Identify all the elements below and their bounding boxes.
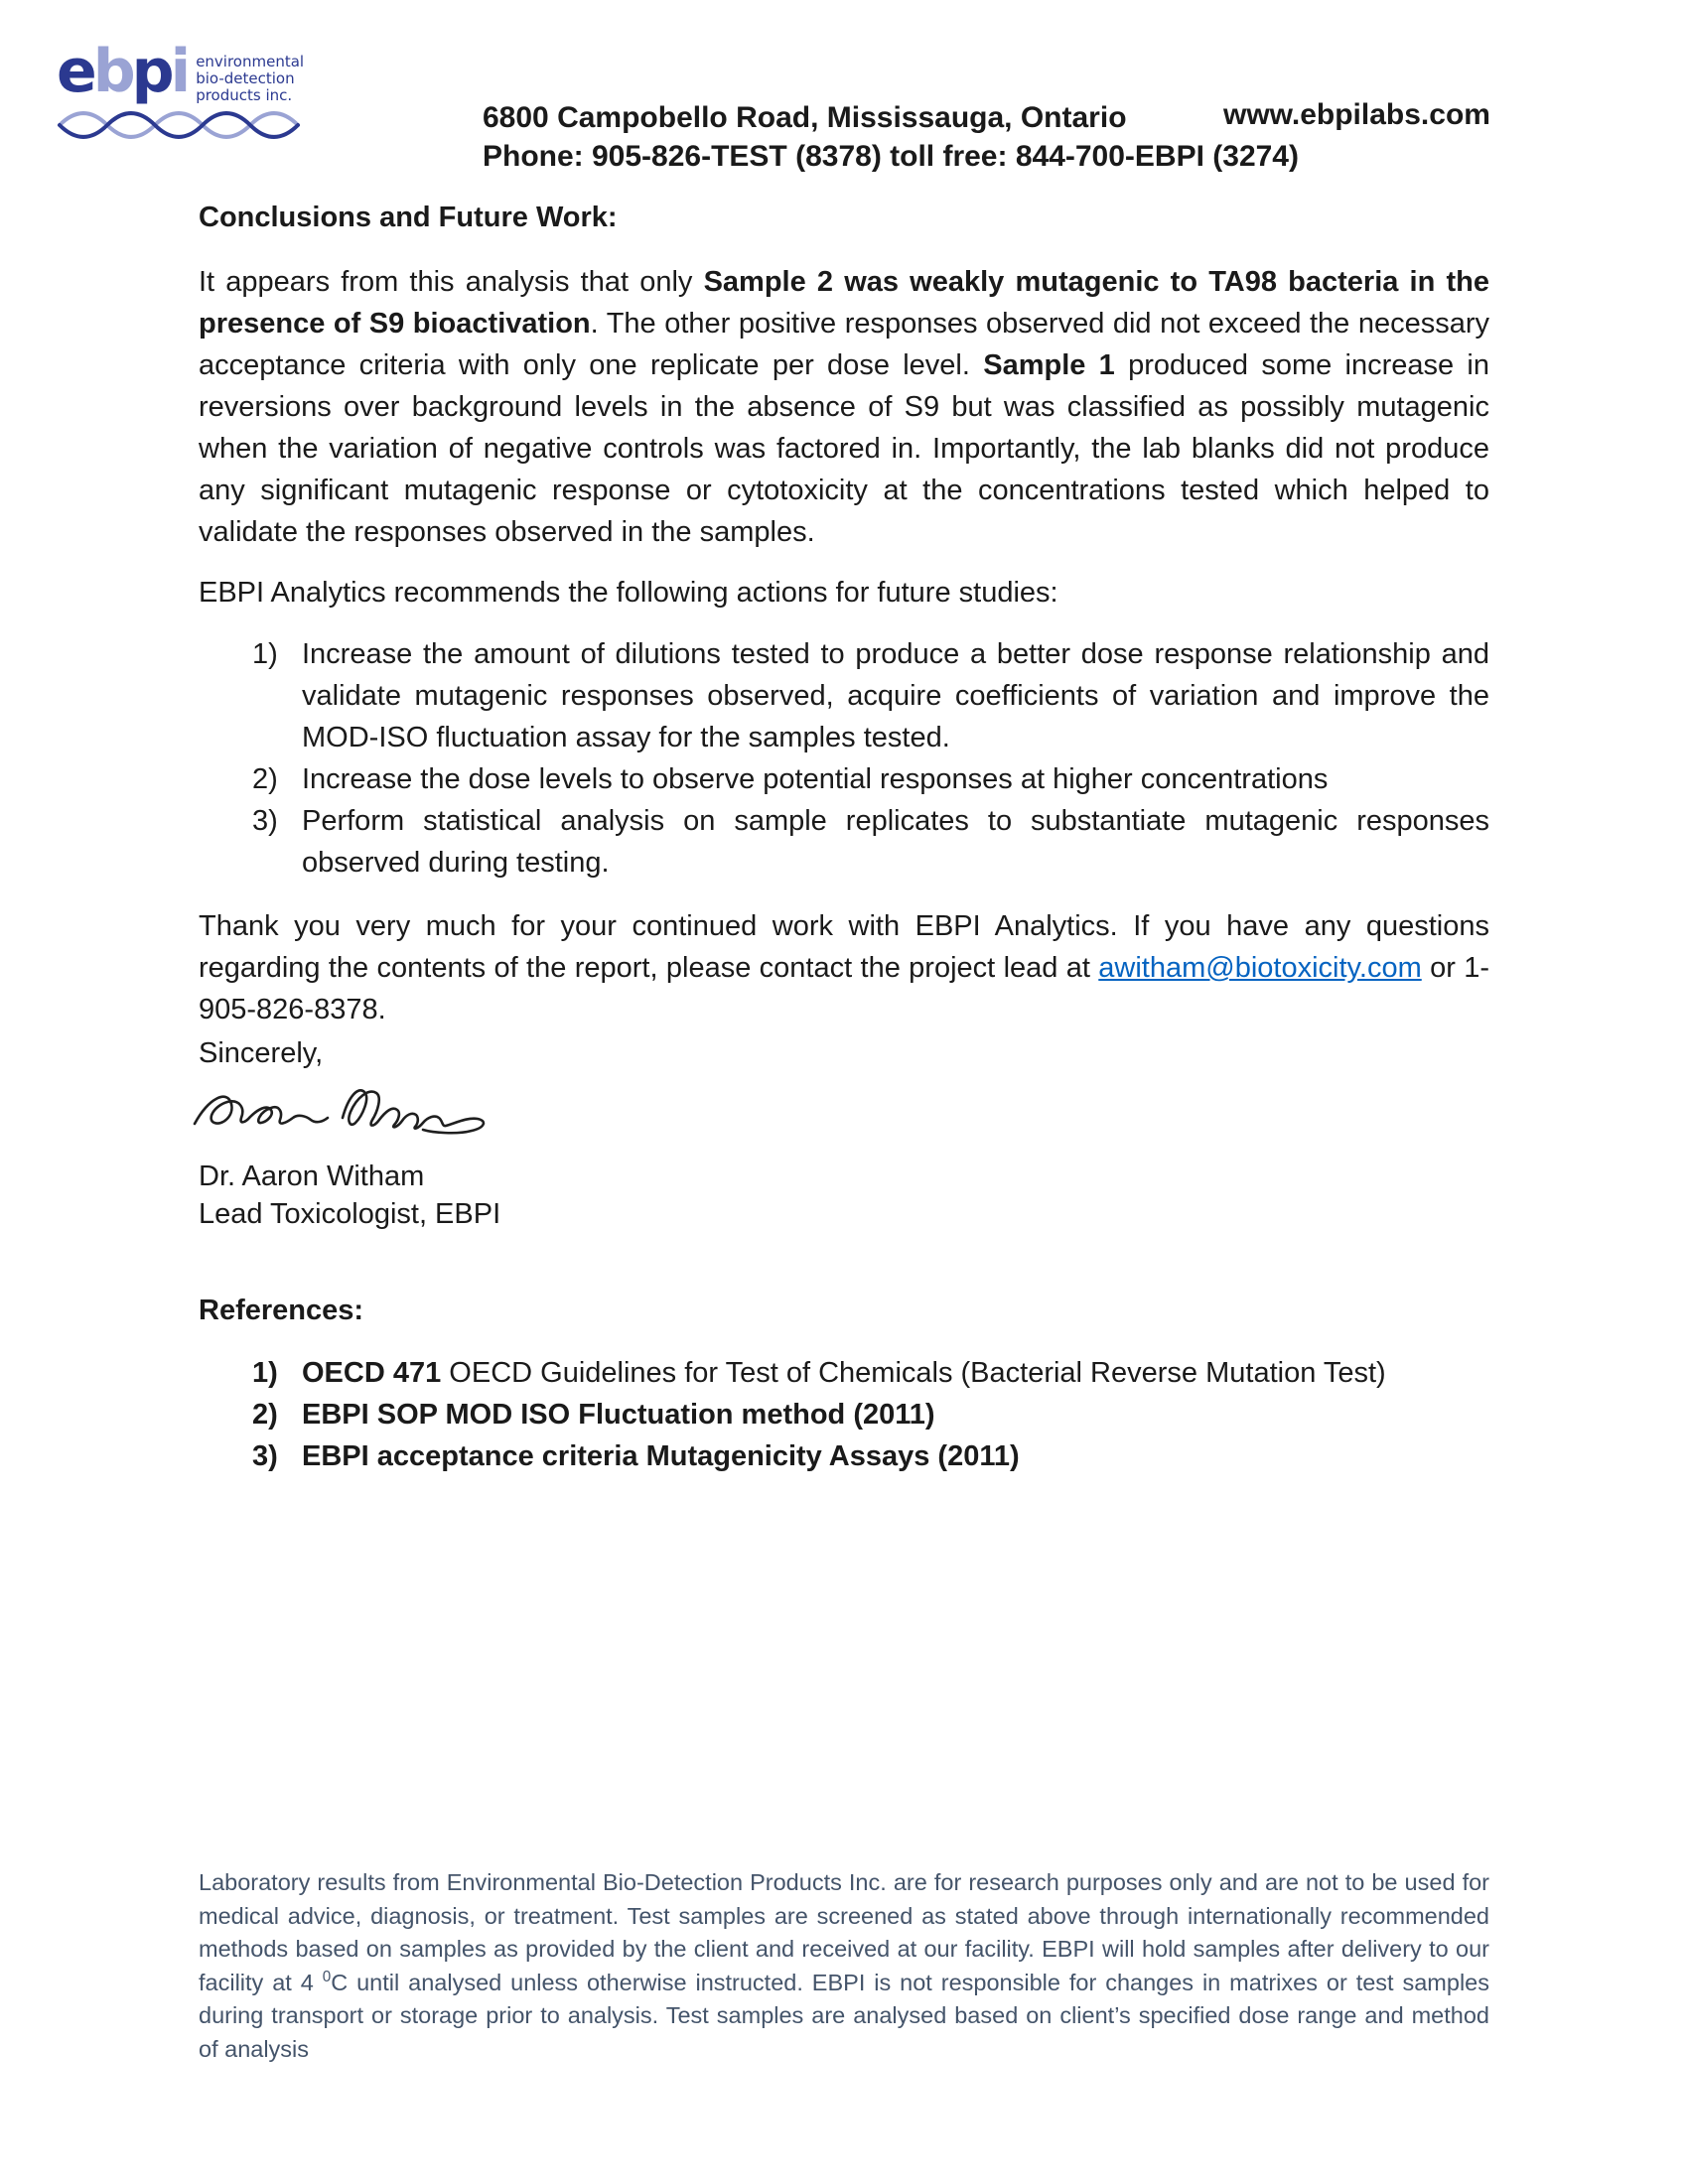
text-run: C until analysed unless otherwise instructed. EBPI is not responsible for changes in matrixes or test samples during transport or storage prior to analysis. Test samples are analysed based on client’s specified dose range and method of analysis (199, 1969, 1489, 2062)
logo-letter: p (131, 37, 171, 106)
logo-letter: e (57, 37, 93, 106)
list-item (199, 633, 1489, 758)
logo-tagline-line: environmental (196, 53, 305, 70)
text-run: EBPI acceptance criteria Mutagenicity Assays (2011) (302, 1440, 1020, 1472)
logo-tagline-line: products inc. (196, 86, 293, 104)
footer-disclaimer (199, 1866, 1489, 2066)
thanks-paragraph (199, 905, 1489, 1030)
signer-block (199, 1158, 1489, 1233)
closing-salutation: Sincerely, (199, 1037, 324, 1069)
recommendations-intro: EBPI Analytics recommends the following actions for future studies: (199, 577, 1058, 609)
list-item-marker: 2) (252, 1399, 278, 1431)
logo-tagline (196, 54, 304, 104)
company-logo (57, 37, 307, 144)
list-item-text (302, 633, 1489, 758)
signature-image (187, 1060, 504, 1148)
email-link[interactable]: awitham@biotoxicity.com (1098, 952, 1422, 984)
superscript-text: 0 (322, 1968, 332, 1985)
signer-title: Lead Toxicologist, EBPI (199, 1198, 501, 1230)
text-run: Increase the amount of dilutions tested to produce a better dose response relationship and validate mutagenic responses observed, acquire coefficients of variation and improve the MOD-ISO fluctuation assay for the samples tested. (302, 638, 1489, 753)
list-item (199, 1435, 1489, 1477)
text-run: Thank you very much for your continued work with EBPI Analytics. If you have any questions regarding the contents of the report, please contact the project lead at (199, 910, 1489, 984)
list-item-text (302, 1435, 1489, 1477)
list-item-text (302, 1394, 1489, 1435)
text-run: OECD 471 (302, 1357, 450, 1389)
text-run: Sample 2 was weakly mutagenic to TA98 bacteria in the presence of S9 bioactivation (199, 266, 1489, 340)
references-list (199, 1352, 1489, 1477)
text-run: produced some increase in reversions over background levels in the absence of S9 but was classified as possibly mutagenic when the variation of negative controls was factored in. Importantly, the lab blanks did not produce any significant mutagenic response or cytotoxicity at the concentrations tested which helped to validate the responses observed in the samples. (199, 349, 1490, 548)
text-run: or 1-905-826-8378. (199, 952, 1490, 1025)
list-item (199, 758, 1489, 800)
logo-letter: i (170, 37, 188, 106)
company-contact-block (483, 98, 1299, 176)
list-item-marker: 1) (252, 1357, 278, 1389)
company-phone: Phone: 905-826-TEST (8378) toll free: 844-700-EBPI (3274) (483, 140, 1299, 173)
action-items-list (199, 633, 1489, 884)
list-item (199, 1352, 1489, 1394)
company-address: 6800 Campobello Road, Mississauga, Ontario (483, 101, 1127, 134)
logo-wordmark (57, 37, 188, 106)
list-item-text (302, 1352, 1489, 1394)
list-item-marker: 2) (252, 763, 278, 795)
text-run: It appears from this analysis that only (199, 266, 704, 298)
text-run: Perform statistical analysis on sample replicates to substantiate mutagenic responses observed during testing. (302, 805, 1489, 879)
list-item-marker: 1) (252, 638, 278, 670)
text-run: OECD Guidelines for Test of Chemicals (Bacterial Reverse Mutation Test) (449, 1357, 1386, 1389)
text-run: EBPI SOP MOD ISO Fluctuation method (2011) (302, 1399, 935, 1431)
signer-name: Dr. Aaron Witham (199, 1160, 425, 1192)
text-run: . The other positive responses observed did not exceed the necessary acceptance criteria with only one replicate per dose level. (199, 308, 1489, 381)
text-run: Sample 1 (983, 349, 1115, 381)
text-run: Laboratory results from Environmental Bio-Detection Products Inc. are for research purposes only and are not to be used for medical advice, diagnosis, or treatment. Test samples are screened as stated above through internationally recommended methods based on samples as provided by the client and received at our facility. EBPI will hold samples after delivery to our facility at 4 (199, 1869, 1489, 1995)
list-item-marker: 3) (252, 1440, 278, 1472)
section-heading-conclusions: Conclusions and Future Work: (199, 202, 618, 233)
list-item-text (302, 758, 1489, 800)
logo-letter: b (92, 37, 132, 106)
wave-icon (57, 106, 303, 144)
logo-tagline-line: bio-detection (196, 69, 295, 87)
section-heading-references: References: (199, 1295, 364, 1326)
list-item-text (302, 800, 1489, 884)
list-item (199, 1394, 1489, 1435)
company-website: www.ebpilabs.com (1223, 98, 1490, 131)
text-run: Increase the dose levels to observe potential responses at higher concentrations (302, 763, 1329, 795)
list-item-marker: 3) (252, 805, 278, 837)
conclusions-paragraph (199, 261, 1489, 553)
list-item (199, 800, 1489, 884)
